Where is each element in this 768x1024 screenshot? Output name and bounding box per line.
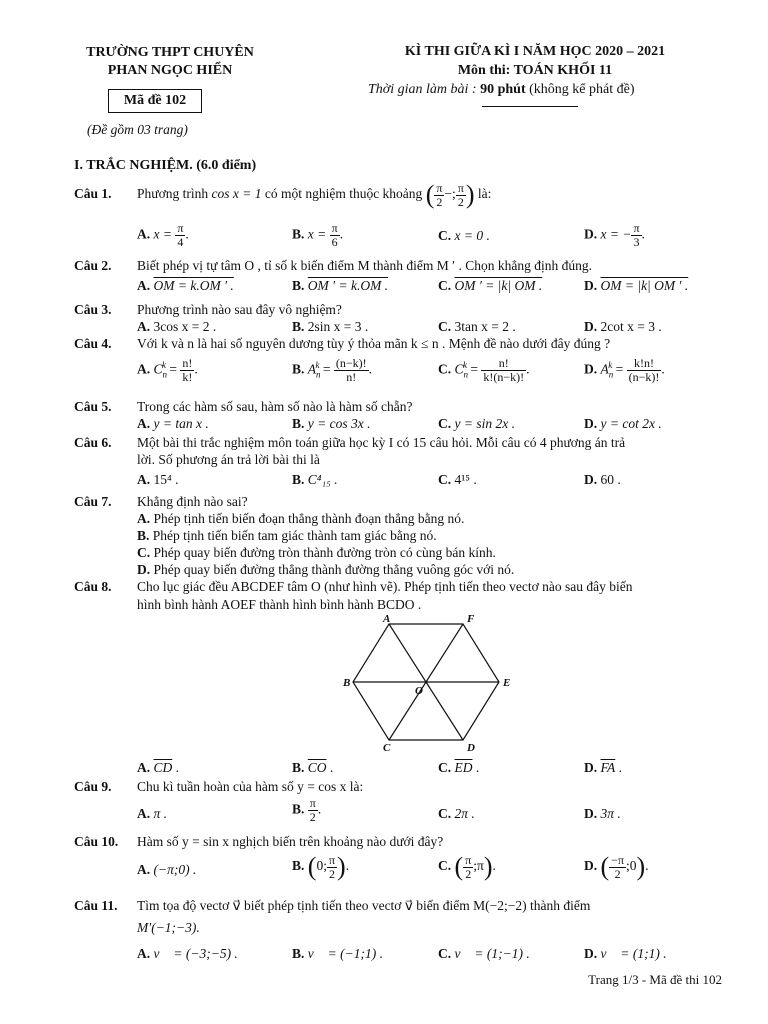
q4-option-a: A. $C_n^k$ = $\frac{n!}{k!}$ . [137,356,198,384]
q9-option-c [438,806,475,822]
q3-option-d [584,319,662,335]
pages-note: (Đề gồm 03 trang) [87,122,188,137]
q11-text-line2: M′(−1;−3). [137,920,200,935]
q9-label: Câu 9. [74,779,112,794]
q1-text-b: cos x = 1 [211,186,262,202]
q1-c-val: x = 0 . [454,228,490,243]
q7-d-val: Phép quay biến đường thẳng thành đường thẳng vuông góc với nó. [153,562,515,577]
q7-d-label: D. [137,562,151,577]
q2-a-val: OM = k.OM ′ . [153,278,234,293]
q4-c-label: C. [438,361,452,377]
q11-d-val: v⃗ = (1;1) . [600,946,667,961]
q7-option-c [137,545,496,561]
q9-c-val: 2π . [454,806,475,821]
q6-d-label: D. [584,472,598,487]
q11-label: Câu 11. [74,898,118,913]
q7-b-label: B. [137,528,150,543]
q2-c-val: OM ′ = |k| OM . [454,278,543,293]
q1-a-val: x = [153,226,172,242]
q7-option-a [137,511,464,527]
q3-b-val: 2sin x = 3 . [307,319,369,334]
label-C: C [383,742,391,754]
q1-text-c: có một nghiệm thuộc khoảng [264,186,423,202]
q9-a-label: A. [137,806,151,821]
q6-b-val: C⁴₁₅ . [307,472,338,487]
q8-b-label: B. [292,760,305,775]
q8-d-label: D. [584,760,598,775]
header-divider [482,106,578,107]
q6-text-line2: lời. Số phương án trả lời bài thi là [137,452,320,467]
q10-a-label: A. [137,862,151,877]
q6-option-c [438,472,477,488]
q2-option-c [438,278,542,294]
q1-b-label: B. [292,226,305,242]
q3-option-b [292,319,368,335]
q11-option-c [438,946,530,962]
q6-option-b [292,472,338,488]
q4-d-label: D. [584,361,598,377]
q11-option-a [137,946,238,962]
q3-d-label: D. [584,319,598,334]
q3-a-val: 3cos x = 2 . [153,319,217,334]
label-F: F [467,613,475,625]
q5-c-val: y = sin 2x . [454,416,515,431]
q10-text: Hàm số y = sin x nghịch biến trên khoảng nào dưới đây? [137,834,444,849]
q10-a-val: (−π;0) . [153,862,197,877]
q7-text: Khẳng định nào sai? [137,494,248,509]
q1-d-val: x = − [600,226,632,242]
q2-option-b [292,278,388,294]
q1-option-a: A. x = $\frac{\pi}{4}$ . [137,221,189,249]
q8-d-val: $\overline{FA}$ [600,760,616,775]
time-value: 90 phút [480,82,526,97]
q5-option-b [292,416,370,432]
q4-option-d: D. $A_n^k$ = $\frac{k!n!}{(n-k)!}$ . [584,356,665,384]
q7-option-b [137,528,437,544]
q3-d-val: 2cot x = 3 . [600,319,662,334]
q4-option-b: B. $A_n^k$ = $\frac{(n-k)!}{n!}$ . [292,356,373,384]
q5-c-label: C. [438,416,452,431]
q8-text-line2: hình bình hành AOEF thành hình bình hành BCDO . [137,597,422,612]
q7-label: Câu 7. [74,494,112,509]
q8-a-label: A. [137,760,151,775]
q5-a-label: A. [137,416,151,431]
q7-b-val: Phép tịnh tiến biến tam giác thành tam giác bằng nó. [152,528,437,543]
q10-b-label: B. [292,858,305,874]
school-name-line2: PHAN NGỌC HIỂN [107,63,233,78]
q1-option-c [438,228,490,244]
q10-option-a [137,862,196,878]
q4-label: Câu 4. [74,336,112,351]
exam-time [368,82,634,98]
q10-option-b: B. (0; $\frac{\pi}{2}$ ). [292,852,350,881]
label-O: O [415,685,423,697]
q11-option-d [584,946,667,962]
q5-b-label: B. [292,416,305,431]
q1-option-d: D. x = − $\frac{\pi}{3}$ . [584,221,645,249]
q7-c-label: C. [137,545,151,560]
q2-option-a [137,278,234,294]
q1-a-label: A. [137,226,151,242]
q11-a-label: A. [137,946,151,961]
q6-label: Câu 6. [74,435,112,450]
q6-option-d [584,472,621,488]
q5-a-val: y = tan x . [153,416,209,431]
q5-option-c [438,416,515,432]
q8-option-b: B. $\overline{CO}$ . [292,760,334,775]
q6-c-label: C. [438,472,452,487]
q4-text: Với k và n là hai số nguyên dương tùy ý thỏa mãn k ≤ n . Mệnh đề nào dưới đây đúng ? [137,336,611,351]
q8-a-val: $\overline{CD}$ [153,760,173,775]
q2-a-label: A. [137,278,151,293]
q6-b-label: B. [292,472,305,487]
q11-b-label: B. [292,946,305,961]
q3-text: Phương trình nào sau đây vô nghiệm? [137,302,342,317]
q2-d-label: D. [584,278,598,293]
section-title: I. TRẮC NGHIỆM. (6.0 điểm) [74,158,257,173]
q9-option-b: B. $\frac{\pi}{2}$ . [292,796,322,824]
q6-d-val: 60 . [600,472,621,487]
q6-text-line1: Một bài thi trắc nghiệm môn toán giữa học kỳ I có 15 câu hỏi. Mỗi câu có 4 phương án trả [137,435,626,450]
q3-option-a [137,319,216,335]
q6-a-val: 15⁴ . [153,472,179,487]
q9-d-val: 3π . [600,806,621,821]
exam-subject: Môn thi: TOÁN KHỐI 11 [457,63,613,78]
q3-c-label: C. [438,319,452,334]
page-footer: Trang 1/3 - Mã đề thi 102 [588,972,722,987]
q2-d-val: OM = |k| OM ′ . [600,278,689,293]
q5-d-label: D. [584,416,598,431]
q9-b-label: B. [292,801,305,817]
q8-c-label: C. [438,760,452,775]
q1-text-d: là: [477,186,492,202]
hexagon-figure [345,612,515,752]
q3-c-val: 3tan x = 2 . [454,319,516,334]
label-D: D [467,742,475,754]
q4-a-label: A. [137,361,151,377]
time-suffix: (không kể phát đề) [529,82,635,97]
q5-b-val: y = cos 3x . [307,416,371,431]
q4-option-c: C. $C_n^k$ = $\frac{n!}{k!(n-k)!}$ . [438,356,530,384]
q11-b-val: v⃗ = (−1;1) . [307,946,383,961]
q8-option-d: D. $\overline{FA}$ . [584,760,623,775]
label-B: B [343,677,351,689]
q8-label: Câu 8. [74,579,112,594]
q1-label: Câu 1. [74,186,112,201]
q8-option-c: C. $\overline{ED}$ . [438,760,480,775]
label-A: A [383,613,391,625]
q3-a-label: A. [137,319,151,334]
time-prefix: Thời gian làm bài : [368,82,477,97]
exam-title: KÌ THI GIỮA KÌ I NĂM HỌC 2020 – 2021 [404,44,666,59]
q3-b-label: B. [292,319,305,334]
q11-d-label: D. [584,946,598,961]
q1-b-val: x = [307,226,327,242]
q5-option-a [137,416,209,432]
label-E: E [503,677,511,689]
q9-option-d [584,806,621,822]
q8-text-line1: Cho lục giác đều ABCDEF tâm O (như hình vẽ). Phép tịnh tiến theo vectơ nào sau đây biến [137,579,633,594]
q6-option-a [137,472,178,488]
q9-d-label: D. [584,806,598,821]
q11-c-label: C. [438,946,452,961]
q3-label: Câu 3. [74,302,112,317]
q9-option-a [137,806,167,822]
q9-a-val: π . [153,806,168,821]
q1-text: Phương trình cos x = 1 có một nghiệm thuộc khoảng ( $\frac{\pi}{2}$ −; $\frac{\pi}{2}$ ) là: [137,180,492,209]
q2-option-d [584,278,688,294]
q8-c-val: $\overline{ED}$ [454,760,473,775]
q10-d-label: D. [584,858,598,874]
q2-text: Biết phép vị tự tâm O , tỉ số k biến điểm M thành điểm M ′ . Chọn khẳng định đúng. [137,258,592,273]
q9-text: Chu kì tuần hoàn của hàm số y = cos x là: [137,779,364,794]
q11-option-b [292,946,383,962]
q2-label: Câu 2. [74,258,112,273]
q6-a-label: A. [137,472,151,487]
q11-c-val: v⃗ = (1;−1) . [454,946,530,961]
q7-a-val: Phép tịnh tiến biến đoạn thẳng thành đoạn thẳng bằng nó. [153,511,465,526]
q5-text: Trong các hàm số sau, hàm số nào là hàm số chẵn? [137,399,413,414]
q2-c-label: C. [438,278,452,293]
school-name-line1: TRƯỜNG THPT CHUYÊN [86,45,254,60]
q2-b-label: B. [292,278,305,293]
q1-c-label: C. [438,228,452,243]
q1-d-label: D. [584,226,598,242]
q8-b-val: $\overline{CO}$ [307,760,327,775]
q10-option-d: D. ( $\frac{-\pi}{2}$ ;0). [584,852,649,881]
q7-option-d [137,562,514,578]
q5-d-val: y = cot 2x . [600,416,662,431]
q5-label: Câu 5. [74,399,112,414]
q3-option-c [438,319,516,335]
q11-text-line1: Tìm tọa độ vectơ v⃗ biết phép tịnh tiến theo vectơ v⃗ biến điểm M(−2;−2) thành điểm [137,898,591,913]
q7-c-val: Phép quay biến đường tròn thành đường tròn có cùng bán kính. [153,545,496,560]
q9-c-label: C. [438,806,452,821]
q1-option-b: B. x = $\frac{\pi}{6}$ . [292,221,344,249]
q11-a-val: v⃗ = (−3;−5) . [153,946,238,961]
q1-text-a: Phương trình [137,186,209,202]
q6-c-val: 4¹⁵ . [454,472,477,487]
q4-b-label: B. [292,361,305,377]
q10-option-c: C. ( $\frac{\pi}{2}$ ;π). [438,852,496,881]
q10-label: Câu 10. [74,834,119,849]
q5-option-d [584,416,662,432]
q10-c-label: C. [438,858,452,874]
q7-a-label: A. [137,511,151,526]
q2-b-val: OM ′ = k.OM . [307,278,389,293]
exam-code-box: Mã đề 102 [108,89,202,113]
q8-option-a: A. $\overline{CD}$ . [137,760,180,775]
